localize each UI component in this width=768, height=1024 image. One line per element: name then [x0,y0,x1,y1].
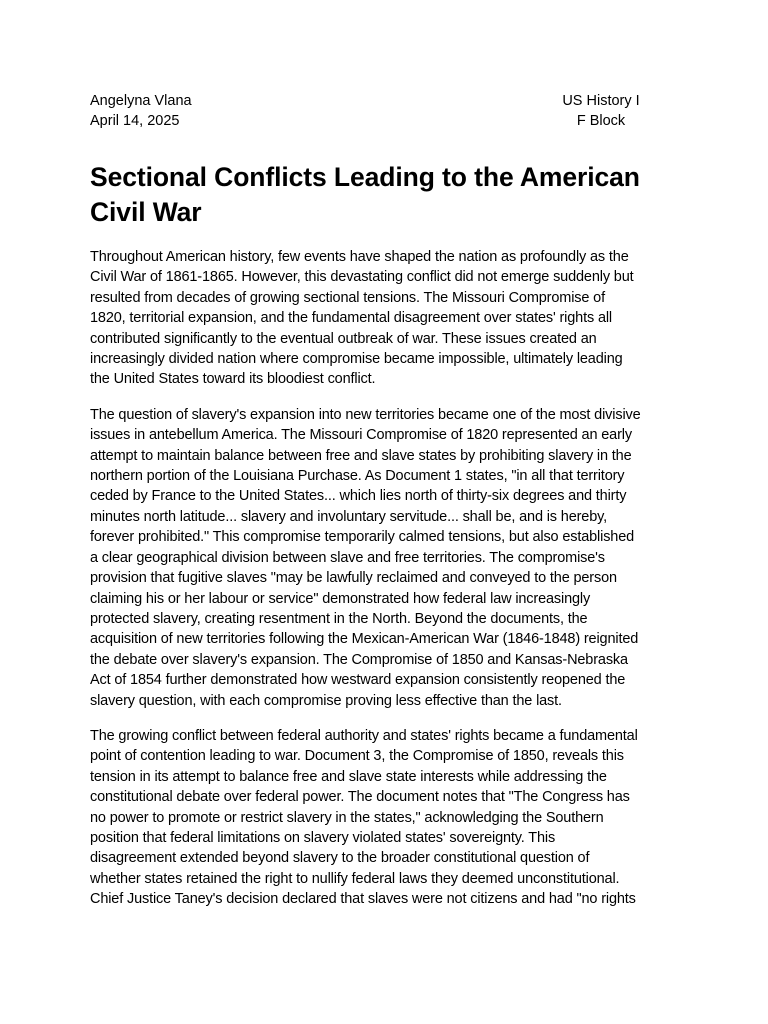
paragraph-line: northern portion of the Louisiana Purchase. As Document 1 states, "in all that territory [90,468,625,485]
author-name: Angelyna Vlana [90,93,192,109]
paragraph [90,247,692,390]
date: April 14, 2025 [90,113,180,129]
paragraph-line: Throughout American history, few events have shaped the nation as profoundly as the [90,249,629,265]
title-line: Sectional Conflicts Leading to the American [90,162,640,192]
paragraph-line: a clear geographical division between slave and free territories. The compromise's [90,549,605,566]
paragraph-line: Chief Justice Taney's decision declared that slaves were not citizens and had "no rights [90,891,636,908]
essay-title [90,160,690,230]
paragraph-line: the debate over slavery's expansion. The Compromise of 1850 and Kansas-Nebraska [90,651,628,668]
paragraph-line: whether states retained the right to nullify federal laws they deemed unconstitutional. [90,870,620,887]
course-name: US History I [562,93,640,109]
class-block: F Block [576,113,626,129]
paragraph [90,726,692,910]
paragraph-line: attempt to maintain balance between free and slave states by prohibiting slavery in the [90,447,632,464]
paragraph-line: increasingly divided nation where compromise became impossible, ultimately leading [90,351,623,368]
paragraph-line: forever prohibited." This compromise temporarily calmed tensions, but also established [90,529,635,546]
paragraph-line: issues in antebellum America. The Missouri Compromise of 1820 represented an early [90,427,632,444]
paragraph-line: acquisition of new territories following the Mexican-American War (1846-1848) reignited [90,631,639,648]
paragraph-line: position that federal limitations on slavery violated states' sovereignty. This [90,829,556,846]
paragraph-line: no power to promote or restrict slavery in the states," acknowledging the Southern [90,809,604,826]
paragraph-line: tension in its attempt to balance free and slave state interests while addressing the [90,768,607,785]
paragraph-line: constitutional debate over federal power. The document notes that "The Congress has [90,789,630,806]
paragraph-line: claiming his or her labour or service" demonstrated how federal law increasingly [90,590,591,607]
paragraph-line: provision that fugitive slaves "may be lawfully reclaimed and conveyed to the person [90,570,617,587]
paragraph-line: slavery question, with each compromise proving less effective than the last. [90,692,562,709]
paragraph-line: disagreement extended beyond slavery to the broader constitutional question of [90,850,590,867]
paragraph-line: Civil War of 1861-1865. However, this devastating conflict did not emerge suddenly but [90,269,634,286]
essay-body [90,247,692,925]
paragraph-line: contributed significantly to the eventual outbreak of war. These issues created an [90,330,597,347]
paragraph-line: point of contention leading to war. Document 3, the Compromise of 1850, reveals this [90,748,624,765]
paragraph-line: The growing conflict between federal authority and states' rights became a fundamental [90,727,638,744]
title-line: Civil War [90,197,202,227]
paragraph-line: minutes north latitude... slavery and involuntary servitude... shall be, and is hereby, [90,508,608,525]
paragraph-line: 1820, territorial expansion, and the fundamental disagreement over states' rights all [90,310,612,327]
paragraph [90,405,692,711]
paragraph-line: ceded by France to the United States... which lies north of thirty-six degrees and thirty [90,488,627,505]
paragraph-line: The question of slavery's expansion into new territories became one of the most divisive [90,406,641,423]
paragraph-line: the United States toward its bloodiest conflict. [90,371,376,388]
paragraph-line: resulted from decades of growing sectional tensions. The Missouri Compromise of [90,289,605,306]
header-right [562,91,640,131]
paragraph-line: protected slavery, creating resentment in the North. Beyond the documents, the [90,610,588,627]
header-left [90,91,192,131]
paragraph-line: Act of 1854 further demonstrated how westward expansion consistently reopened the [90,672,626,689]
